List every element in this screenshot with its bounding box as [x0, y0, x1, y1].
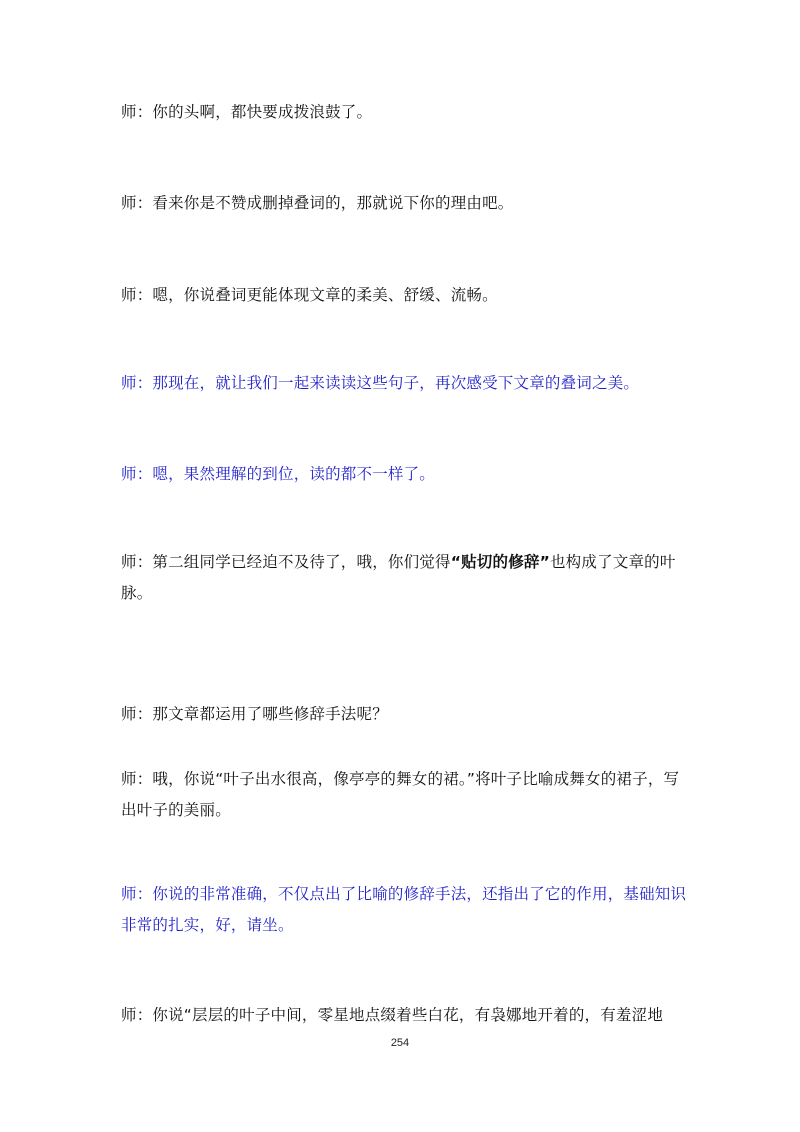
dialogue-line-9: 师：你说的非常准确，不仅点出了比喻的修辞手法，还指出了它的作用，基础知识非常的扎实，好，请坐。	[121, 885, 687, 934]
dialogue-line-3: 师：嗯，你说叠词更能体现文章的柔美、舒缓、流畅。	[121, 286, 498, 304]
dialogue-line-6-before: 师：第二组同学已经迫不及待了，哦，你们觉得	[121, 553, 451, 571]
dialogue-line-10: 师：你说“层层的叶子中间，零星地点缀着些白花，有袅娜地开着的，有羞涩地	[121, 1006, 664, 1024]
dialogue-line-1: 师：你的头啊，都快要成拨浪鼓了。	[121, 103, 373, 121]
dialogue-line-7: 师：那文章都运用了哪些修辞手法呢？	[121, 705, 388, 723]
dialogue-line-6-after: 也构成了文章的叶脉。	[121, 553, 676, 602]
rhetoric-emphasis: “贴切的修辞”	[450, 553, 550, 571]
page-number: 254	[390, 1037, 410, 1049]
dialogue-line-4: 师：那现在，就让我们一起来读读这些句子，再次感受下文章的叠词之美。	[121, 374, 640, 392]
dialogue-line-6	[121, 547, 691, 609]
dialogue-line-8: 师：哦，你说“叶子出水很高，像亭亭的舞女的裙。”将叶子比喻成舞女的裙子，写出叶子的美丽。	[121, 770, 680, 819]
dialogue-line-2: 师：看来你是不赞成删掉叠词的，那就说下你的理由吧。	[121, 194, 514, 212]
dialogue-line-5: 师：嗯，果然理解的到位，读的都不一样了。	[121, 465, 436, 483]
